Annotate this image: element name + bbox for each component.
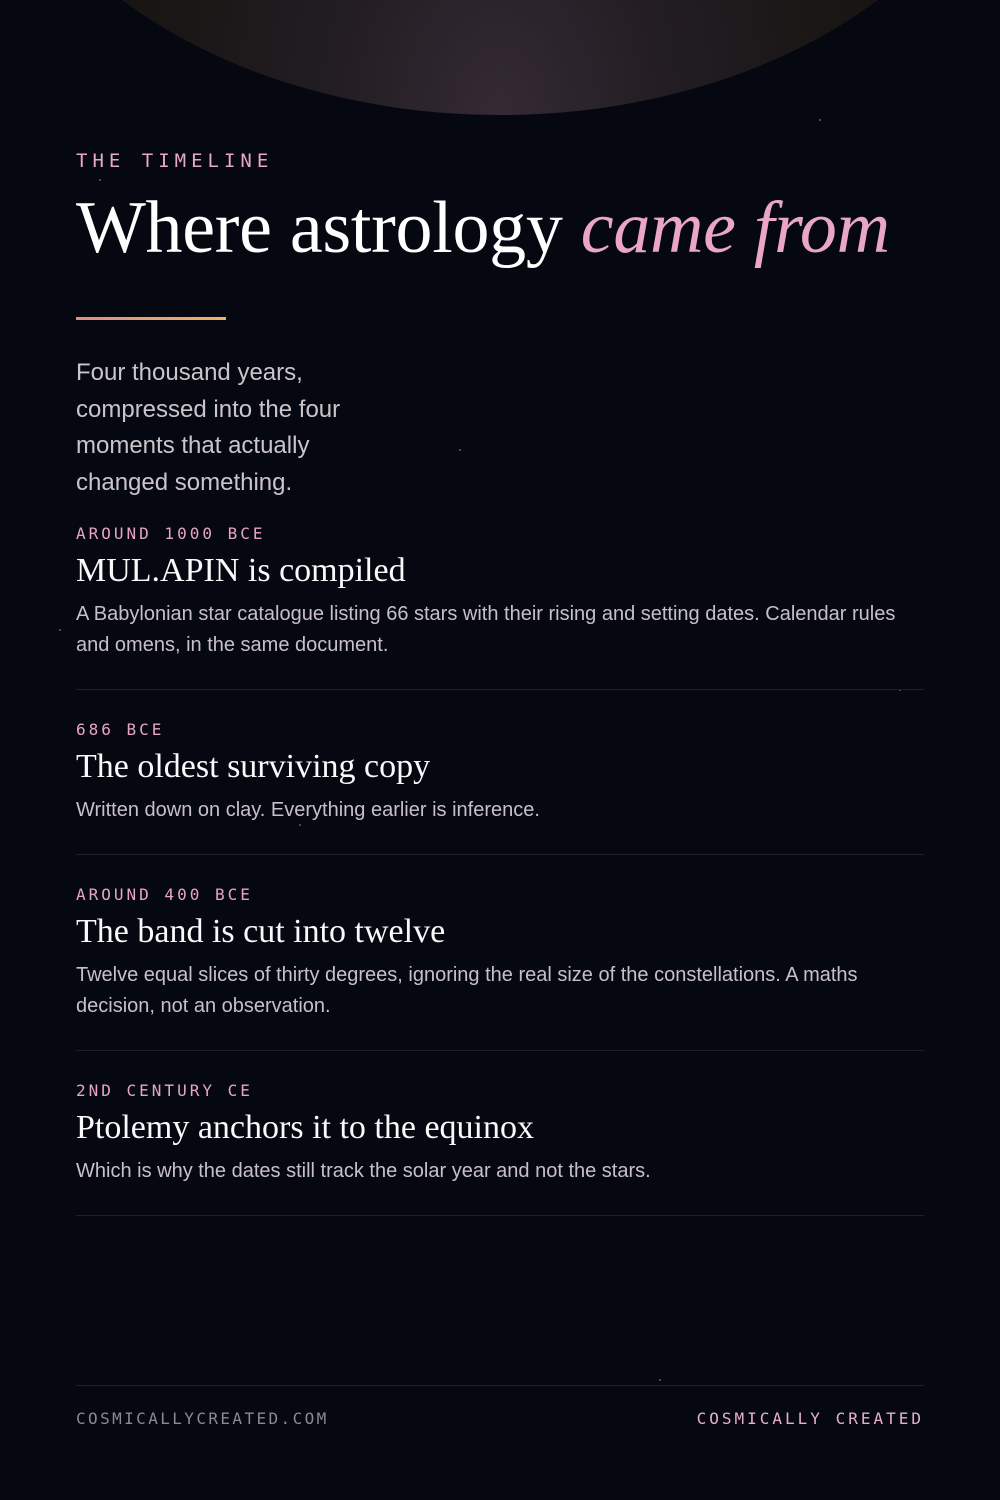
footer-website: COSMICALLYCREATED.COM — [76, 1409, 329, 1428]
title-accent: came from — [580, 187, 890, 269]
event-date: 686 BCE — [76, 720, 165, 739]
event-date: AROUND 400 BCE — [76, 885, 253, 904]
timeline-list — [76, 522, 924, 1244]
event-description: Written down on clay. Everything earlier is inference. — [76, 799, 540, 821]
timeline-page — [76, 0, 924, 1500]
timeline-item — [76, 718, 924, 855]
title-main: Where astrology — [76, 187, 581, 269]
timeline-item — [76, 883, 924, 1051]
event-title: The band is cut into twelve — [76, 913, 446, 950]
event-date: AROUND 1000 BCE — [76, 524, 266, 543]
timeline-item — [76, 1079, 924, 1216]
timeline-item — [76, 522, 924, 690]
page-title — [76, 187, 890, 269]
event-title: MUL.APIN is compiled — [76, 552, 406, 589]
event-description: A Babylonian star catalogue listing 66 stars with their rising and setting dates. Calendar rules and omens, in the same document. — [76, 603, 896, 656]
footer-divider — [76, 1385, 924, 1386]
accent-rule — [76, 317, 226, 320]
star-dot — [59, 629, 61, 631]
event-description: Which is why the dates still track the solar year and not the stars. — [76, 1160, 651, 1182]
section-eyebrow: THE TIMELINE — [76, 150, 274, 172]
event-title: Ptolemy anchors it to the equinox — [76, 1109, 534, 1146]
intro-text: Four thousand years, compressed into the four moments that actually changed something. — [76, 359, 341, 496]
event-description: Twelve equal slices of thirty degrees, ignoring the real size of the constellations. A maths decision, not an observation. — [76, 964, 858, 1017]
footer-brand: COSMICALLY CREATED — [696, 1409, 924, 1428]
event-title: The oldest surviving copy — [76, 748, 431, 785]
event-date: 2ND CENTURY CE — [76, 1081, 253, 1100]
